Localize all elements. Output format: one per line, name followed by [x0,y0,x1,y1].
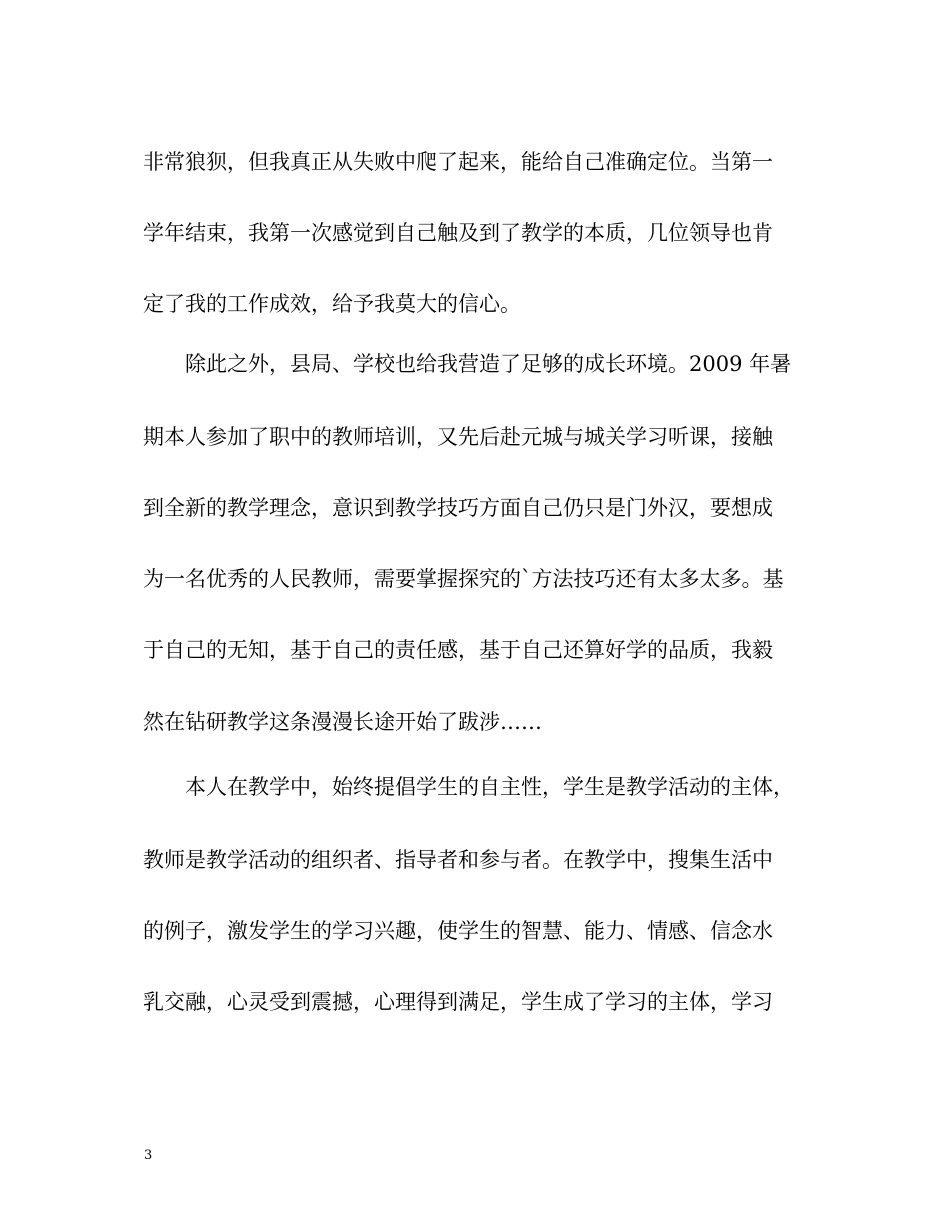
text-line-12: 的例子，激发学生的学习兴趣，使学生的智慧、能力、情感、信念水 [143,919,773,943]
text-line-7: 为一名优秀的人民教师，需要掌握探究的`方法技巧还有太多太多。基 [143,567,784,591]
page-number: 3 [144,1148,153,1163]
text-line-11: 教师是教学活动的组织者、指导者和参与者。在教学中，搜集生活中 [143,848,773,872]
text-line-8: 于自己的无知，基于自己的责任感，基于自己还算好学的品质，我毅 [143,638,773,662]
text-line-6: 到全新的教学理念，意识到教学技巧方面自己仍只是门外汉，要想成 [143,496,773,520]
text-line-2: 学年结束，我第一次感觉到自己触及到了教学的本质，几位领导也肯 [143,221,773,245]
text-line-9: 然在钻研教学这条漫漫长途开始了跋涉…… [143,710,542,734]
text-line-3: 定了我的工作成效，给予我莫大的信心。 [143,292,521,316]
text-line-5: 期本人参加了职中的教师培训，又先后赴元城与城关学习听课，接触 [143,425,773,449]
text-line-1: 非常狼狈，但我真正从失败中爬了起来，能给自己准确定位。当第一 [143,150,773,174]
paragraph-start-line-4: 除此之外，县局、学校也给我营造了足够的成长环境。2009 年暑 [185,352,792,376]
paragraph-start-line-10: 本人在教学中，始终提倡学生的自主性，学生是教学活动的主体， [185,775,794,799]
text-line-13: 乳交融，心灵受到震撼，心理得到满足，学生成了学习的主体，学习 [143,990,773,1014]
